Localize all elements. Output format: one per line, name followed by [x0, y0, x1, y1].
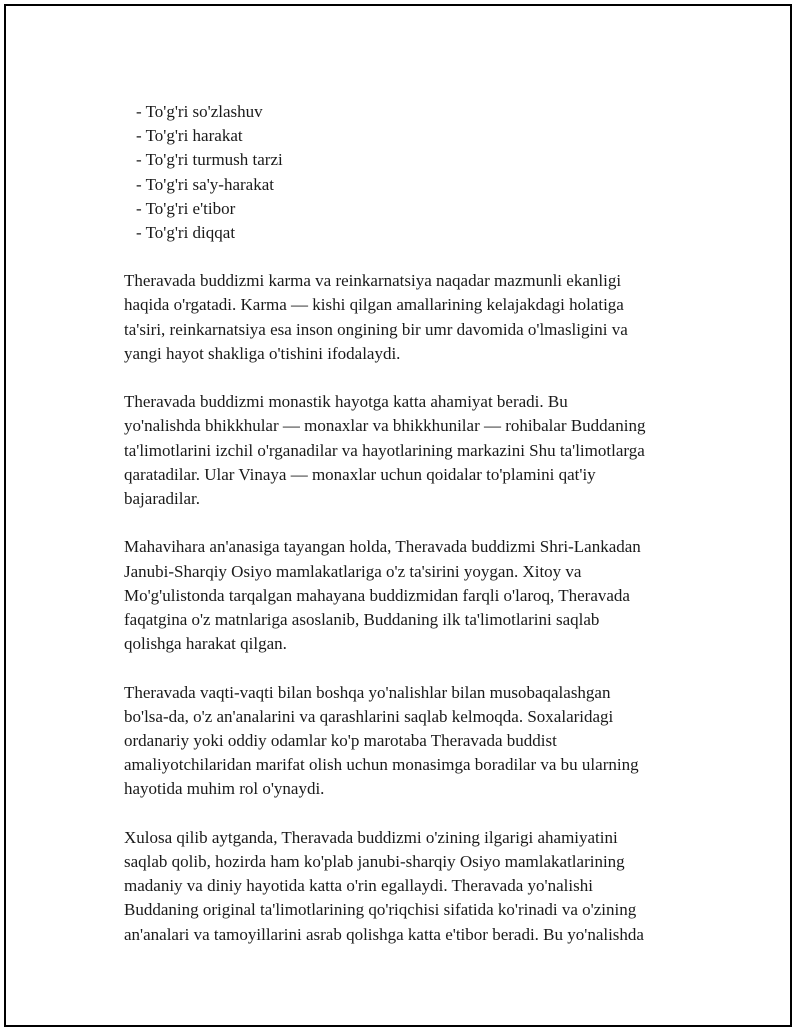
- text-line: haqida o'rgatadi. Karma — kishi qilgan amallarining kelajakdagi holatiga: [124, 295, 624, 315]
- text-line: ordanariy yoki oddiy odamlar ko'p marotaba Theravada buddist: [124, 731, 557, 751]
- text-line: amaliyotchilaridan marifat olish uchun monasimga boradilar va bu ularning: [124, 755, 639, 775]
- bullet-list: [124, 100, 704, 245]
- text-line: yo'nalishda bhikkhular — monaxlar va bhikkhunilar — rohibalar Buddaning: [124, 416, 646, 436]
- list-item: - To'g'ri e'tibor: [136, 198, 236, 218]
- text-line: saqlab qolib, hozirda ham ko'plab janubi-sharqiy Osiyo mamlakatlarining: [124, 852, 625, 872]
- text-line: hayotida muhim rol o'ynaydi.: [124, 779, 325, 799]
- text-line: madaniy va diniy hayotida katta o'rin egallaydi. Theravada yo'nalishi: [124, 876, 593, 896]
- text-line: yangi hayot shakliga o'tishini ifodalaydi.: [124, 343, 401, 363]
- text-line: Theravada vaqti-vaqti bilan boshqa yo'nalishlar bilan musobaqalashgan: [124, 682, 611, 702]
- document-body: [124, 100, 704, 971]
- list-item: - To'g'ri harakat: [136, 126, 243, 146]
- text-line: Buddaning original ta'limotlarining qo'riqchisi sifatida ko'rinadi va o'zining: [124, 900, 637, 920]
- text-line: bajaradilar.: [124, 489, 200, 509]
- text-line: Janubi-Sharqiy Osiyo mamlakatlariga o'z ta'sirini yoygan. Xitoy va: [124, 561, 582, 581]
- text-line: Theravada buddizmi karma va reinkarnatsiya naqadar mazmunli ekanligi: [124, 271, 622, 291]
- paragraph-karma: [124, 269, 704, 366]
- list-item: - To'g'ri diqqat: [136, 223, 236, 243]
- text-line: an'analari va tamoyillarini asrab qolishga katta e'tibor beradi. Bu yo'nalishda: [124, 924, 644, 944]
- page-frame: [4, 4, 792, 1027]
- text-line: Mahavihara an'anasiga tayangan holda, Theravada buddizmi Shri-Lankadan: [124, 537, 641, 557]
- list-item: - To'g'ri so'zlashuv: [136, 102, 263, 121]
- paragraph-traditions: [124, 681, 704, 802]
- text-line: ta'siri, reinkarnatsiya esa inson ongining bir umr davomida o'lmasligini va: [124, 319, 628, 339]
- text-line: ta'limotlarini izchil o'rganadilar va hayotlarining markazini Shu ta'limotlarga: [124, 440, 645, 460]
- text-line: qaratadilar. Ular Vinaya — monaxlar uchun qoidalar to'plamini qat'iy: [124, 464, 596, 484]
- list-item: - To'g'ri sa'y-harakat: [136, 174, 274, 194]
- paragraph-monastic-life: [124, 390, 704, 511]
- text-line: bo'lsa-da, o'z an'analarini va qarashlarini saqlab kelmoqda. Soxalaridagi: [124, 706, 614, 726]
- paragraph-conclusion: [124, 826, 704, 947]
- text-line: Theravada buddizmi monastik hayotga katta ahamiyat beradi. Bu: [124, 392, 568, 412]
- paragraph-mahavihara: [124, 535, 704, 656]
- list-item: - To'g'ri turmush tarzi: [136, 150, 283, 170]
- text-line: qolishga harakat qilgan.: [124, 634, 287, 654]
- text-line: faqatgina o'z matnlariga asoslanib, Buddaning ilk ta'limotlarini saqlab: [124, 610, 600, 630]
- text-line: Xulosa qilib aytganda, Theravada buddizmi o'zining ilgarigi ahamiyatini: [124, 827, 618, 847]
- text-line: Mo'g'ulistonda tarqalgan mahayana buddizmidan farqli o'laroq, Theravada: [124, 585, 630, 605]
